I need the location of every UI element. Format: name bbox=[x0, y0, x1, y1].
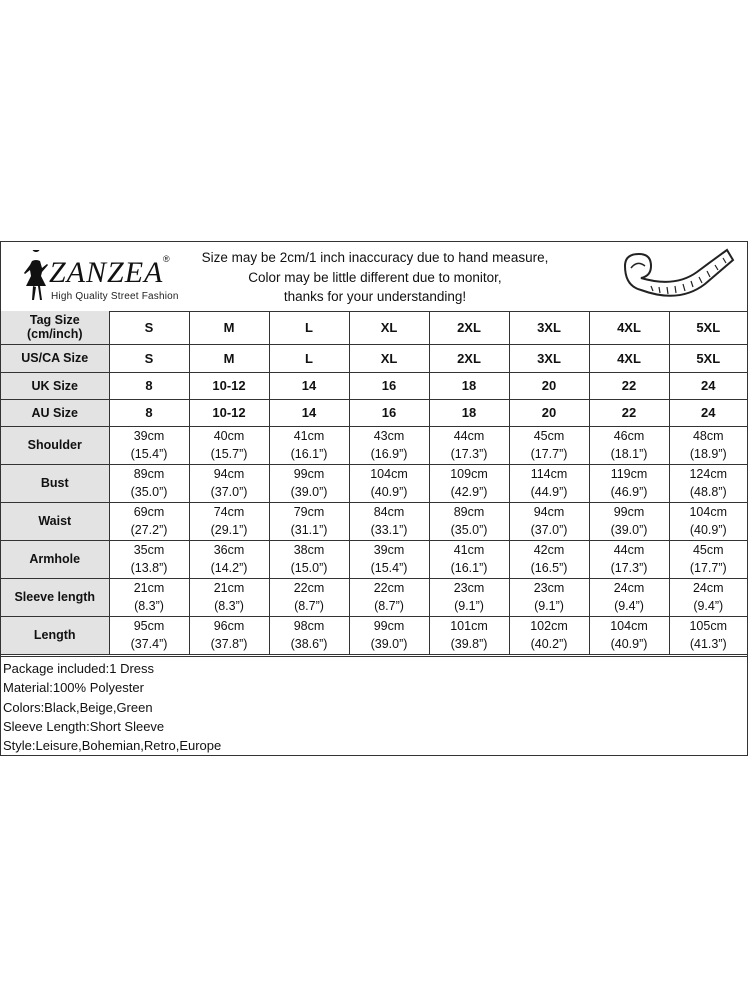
notice-line: thanks for your understanding! bbox=[283, 289, 467, 304]
cm-value: 42cm bbox=[533, 543, 565, 557]
measurement-cell bbox=[109, 464, 189, 502]
inch-value: (40.9”) bbox=[370, 485, 408, 499]
cm-value: 96cm bbox=[213, 619, 245, 633]
size-row bbox=[1, 344, 747, 372]
inch-value: (48.8”) bbox=[689, 485, 727, 499]
measurement-cell bbox=[269, 502, 349, 540]
measurement-cell bbox=[109, 616, 189, 654]
inch-value: (37.4”) bbox=[130, 637, 168, 651]
measurement-cell bbox=[189, 464, 269, 502]
measurement-row bbox=[1, 616, 747, 654]
cm-value: 22cm bbox=[293, 581, 325, 595]
size-cell: 16 bbox=[349, 372, 429, 399]
cm-value: 36cm bbox=[213, 543, 245, 557]
inch-value: (8.7”) bbox=[374, 599, 404, 613]
size-cell: XL bbox=[349, 311, 429, 344]
inch-value: (18.1”) bbox=[610, 447, 648, 461]
cm-value: 44cm bbox=[613, 543, 645, 557]
measurement-cell bbox=[349, 502, 429, 540]
cm-value: 23cm bbox=[533, 581, 565, 595]
inch-value: (16.1”) bbox=[290, 447, 328, 461]
cm-value: 46cm bbox=[613, 429, 645, 443]
measurement-cell bbox=[109, 540, 189, 578]
size-cell: 3XL bbox=[509, 311, 589, 344]
inch-value: (8.3”) bbox=[214, 599, 244, 613]
row-label: Bust bbox=[1, 464, 109, 502]
size-chart-sheet bbox=[0, 241, 748, 756]
size-chart-header bbox=[1, 242, 747, 312]
inch-value: (40.2”) bbox=[530, 637, 568, 651]
measurement-cell bbox=[189, 540, 269, 578]
inch-value: (15.0”) bbox=[290, 561, 328, 575]
inch-value: (14.2”) bbox=[210, 561, 248, 575]
size-cell: 3XL bbox=[509, 344, 589, 372]
inch-value: (13.8”) bbox=[130, 561, 168, 575]
cm-value: 99cm bbox=[293, 467, 325, 481]
inch-value: (39.0”) bbox=[290, 485, 328, 499]
cm-value: 39cm bbox=[133, 429, 165, 443]
inch-value: (15.4”) bbox=[130, 447, 168, 461]
cm-value: 102cm bbox=[530, 619, 568, 633]
inch-value: (41.3”) bbox=[689, 637, 727, 651]
row-label: Armhole bbox=[1, 540, 109, 578]
inch-value: (9.4”) bbox=[693, 599, 724, 613]
cm-value: 109cm bbox=[450, 467, 488, 481]
size-row bbox=[1, 399, 747, 426]
measurement-cell bbox=[429, 616, 509, 654]
size-cell: 2XL bbox=[429, 311, 509, 344]
measurement-cell bbox=[109, 578, 189, 616]
inch-value: (8.3”) bbox=[134, 599, 164, 613]
measurement-cell bbox=[669, 502, 747, 540]
measurement-cell bbox=[349, 540, 429, 578]
measurement-cell bbox=[509, 464, 589, 502]
size-cell: 18 bbox=[429, 372, 509, 399]
measurement-row bbox=[1, 578, 747, 616]
measurement-cell bbox=[589, 502, 669, 540]
row-label: Shoulder bbox=[1, 426, 109, 464]
size-cell: 14 bbox=[269, 372, 349, 399]
size-cell: S bbox=[109, 311, 189, 344]
measurement-cell bbox=[589, 578, 669, 616]
cm-value: 99cm bbox=[373, 619, 405, 633]
registered-mark: ® bbox=[163, 254, 170, 264]
cm-value: 21cm bbox=[213, 581, 245, 595]
measurement-cell bbox=[189, 502, 269, 540]
size-cell: M bbox=[189, 344, 269, 372]
info-colors: Colors:Black,Beige,Green bbox=[3, 699, 153, 715]
size-cell: 16 bbox=[349, 399, 429, 426]
cm-value: 104cm bbox=[689, 505, 728, 519]
size-cell: XL bbox=[349, 344, 429, 372]
notice-line: Size may be 2cm/1 inch inaccuracy due to hand measure, bbox=[201, 250, 549, 265]
measurement-cell bbox=[669, 540, 747, 578]
size-cell: 8 bbox=[109, 372, 189, 399]
measurement-cell bbox=[669, 464, 747, 502]
cm-value: 24cm bbox=[692, 581, 724, 595]
inch-value: (37.8”) bbox=[210, 637, 248, 651]
measurement-cell bbox=[109, 502, 189, 540]
row-label: Sleeve length bbox=[1, 578, 109, 616]
row-label: Waist bbox=[1, 502, 109, 540]
size-cell: L bbox=[269, 311, 349, 344]
inch-value: (37.0”) bbox=[530, 523, 568, 537]
size-cell: 4XL bbox=[589, 344, 669, 372]
inch-value: (31.1”) bbox=[290, 523, 328, 537]
measurement-cell bbox=[349, 578, 429, 616]
measurement-cell bbox=[509, 616, 589, 654]
row-label: US/CA Size bbox=[1, 344, 109, 372]
measurement-cell bbox=[269, 616, 349, 654]
cm-value: 44cm bbox=[453, 429, 485, 443]
cm-value: 39cm bbox=[373, 543, 405, 557]
size-table-body bbox=[1, 311, 747, 654]
info-sleeve-length: Sleeve Length:Short Sleeve bbox=[3, 718, 165, 734]
size-row bbox=[1, 311, 747, 344]
measurement-row bbox=[1, 464, 747, 502]
cm-value: 89cm bbox=[453, 505, 485, 519]
row-label: UK Size bbox=[1, 372, 109, 399]
fashion-model-silhouette-icon bbox=[23, 250, 49, 302]
size-table bbox=[1, 311, 747, 655]
brand-name: ZANZEA bbox=[49, 256, 164, 289]
measurement-cell bbox=[509, 502, 589, 540]
measurement-cell bbox=[589, 426, 669, 464]
size-cell: 24 bbox=[669, 399, 747, 426]
cm-value: 79cm bbox=[293, 505, 325, 519]
cm-value: 84cm bbox=[373, 505, 405, 519]
measurement-cell bbox=[509, 426, 589, 464]
measurement-cell bbox=[669, 578, 747, 616]
size-cell: 4XL bbox=[589, 311, 669, 344]
measurement-cell bbox=[189, 578, 269, 616]
row-label: Length bbox=[1, 616, 109, 654]
inch-value: (33.1”) bbox=[370, 523, 408, 537]
size-cell: 5XL bbox=[669, 344, 747, 372]
inch-value: (46.9”) bbox=[610, 485, 648, 499]
inch-value: (39.8”) bbox=[450, 637, 488, 651]
measurement-cell bbox=[669, 426, 747, 464]
cm-value: 98cm bbox=[293, 619, 325, 633]
measurement-cell bbox=[269, 464, 349, 502]
cm-value: 35cm bbox=[133, 543, 165, 557]
measurement-cell bbox=[589, 540, 669, 578]
inch-value: (18.9”) bbox=[689, 447, 727, 461]
measurement-cell bbox=[269, 426, 349, 464]
cm-value: 94cm bbox=[533, 505, 565, 519]
cm-value: 114cm bbox=[530, 467, 568, 481]
inch-value: (17.7”) bbox=[689, 561, 727, 575]
measuring-tape-icon bbox=[615, 246, 735, 306]
measurement-cell bbox=[189, 616, 269, 654]
size-cell: L bbox=[269, 344, 349, 372]
measurement-cell bbox=[509, 578, 589, 616]
measurement-row bbox=[1, 502, 747, 540]
inch-value: (9.1”) bbox=[534, 599, 564, 613]
cm-value: 104cm bbox=[610, 619, 648, 633]
measurement-cell bbox=[509, 540, 589, 578]
row-label: Tag Size (cm/inch) bbox=[1, 311, 109, 344]
cm-value: 74cm bbox=[213, 505, 245, 519]
inch-value: (40.9”) bbox=[689, 523, 727, 537]
inch-value: (8.7”) bbox=[294, 599, 324, 613]
notice-line: Color may be little different due to monitor, bbox=[248, 269, 502, 285]
inch-value: (29.1”) bbox=[210, 523, 248, 537]
measurement-cell bbox=[269, 578, 349, 616]
measurement-cell bbox=[589, 616, 669, 654]
size-cell: 10-12 bbox=[189, 372, 269, 399]
inch-value: (38.6”) bbox=[290, 637, 328, 651]
inch-value: (9.1”) bbox=[454, 599, 484, 613]
size-cell: 20 bbox=[509, 372, 589, 399]
info-material: Material:100% Polyester bbox=[3, 680, 144, 696]
brand-tagline: High Quality Street Fashion bbox=[51, 291, 179, 302]
cm-value: 38cm bbox=[293, 543, 325, 557]
row-label: AU Size bbox=[1, 399, 109, 426]
measurement-cell bbox=[429, 578, 509, 616]
cm-value: 95cm bbox=[133, 619, 165, 633]
measurement-cell bbox=[589, 464, 669, 502]
measurement-cell bbox=[429, 502, 509, 540]
inch-value: (15.4”) bbox=[370, 561, 408, 575]
measurement-row bbox=[1, 426, 747, 464]
info-package: Package included:1 Dress bbox=[3, 661, 155, 676]
size-row bbox=[1, 372, 747, 399]
inch-value: (15.7”) bbox=[210, 447, 248, 461]
size-cell: 2XL bbox=[429, 344, 509, 372]
measurement-notice bbox=[197, 248, 553, 307]
cm-value: 43cm bbox=[373, 429, 405, 443]
cm-value: 41cm bbox=[293, 429, 325, 443]
size-cell: 5XL bbox=[669, 311, 747, 344]
brand-logo bbox=[23, 250, 193, 305]
inch-value: (35.0”) bbox=[130, 485, 168, 499]
cm-value: 48cm bbox=[692, 429, 724, 443]
measurement-cell bbox=[269, 540, 349, 578]
inch-value: (39.0”) bbox=[370, 637, 408, 651]
measurement-row bbox=[1, 540, 747, 578]
cm-value: 45cm bbox=[692, 543, 724, 557]
inch-value: (16.9”) bbox=[370, 447, 408, 461]
inch-value: (17.3”) bbox=[610, 561, 648, 575]
size-cell: 22 bbox=[589, 372, 669, 399]
measurement-cell bbox=[349, 616, 429, 654]
cm-value: 45cm bbox=[533, 429, 565, 443]
size-cell: 20 bbox=[509, 399, 589, 426]
size-cell: 14 bbox=[269, 399, 349, 426]
inch-value: (16.1”) bbox=[450, 561, 488, 575]
size-cell: 18 bbox=[429, 399, 509, 426]
cm-value: 22cm bbox=[373, 581, 405, 595]
cm-value: 69cm bbox=[133, 505, 165, 519]
size-cell: 8 bbox=[109, 399, 189, 426]
measurement-cell bbox=[429, 426, 509, 464]
inch-value: (9.4”) bbox=[614, 599, 644, 613]
cm-value: 124cm bbox=[689, 467, 728, 481]
inch-value: (17.3”) bbox=[450, 447, 488, 461]
inch-value: (37.0”) bbox=[210, 485, 248, 499]
size-cell: 24 bbox=[669, 372, 747, 399]
info-style: Style:Leisure,Bohemian,Retro,Europe bbox=[3, 738, 222, 754]
inch-value: (44.9”) bbox=[530, 485, 568, 499]
cm-value: 105cm bbox=[689, 619, 728, 633]
measurement-cell bbox=[429, 464, 509, 502]
measurement-cell bbox=[349, 426, 429, 464]
cm-value: 101cm bbox=[450, 619, 488, 633]
size-cell: S bbox=[109, 344, 189, 372]
inch-value: (27.2”) bbox=[130, 523, 168, 537]
measurement-cell bbox=[349, 464, 429, 502]
inch-value: (16.5”) bbox=[530, 561, 568, 575]
cm-value: 23cm bbox=[453, 581, 485, 595]
cm-value: 89cm bbox=[133, 467, 165, 481]
product-info bbox=[1, 656, 747, 755]
measurement-cell bbox=[189, 426, 269, 464]
size-cell: 10-12 bbox=[189, 399, 269, 426]
cm-value: 94cm bbox=[213, 467, 245, 481]
inch-value: (35.0”) bbox=[450, 523, 488, 537]
inch-value: (42.9”) bbox=[450, 485, 488, 499]
inch-value: (40.9”) bbox=[610, 637, 648, 651]
cm-value: 40cm bbox=[213, 429, 245, 443]
cm-value: 24cm bbox=[613, 581, 645, 595]
inch-value: (17.7”) bbox=[530, 447, 568, 461]
cm-value: 21cm bbox=[133, 581, 165, 595]
cm-value: 41cm bbox=[453, 543, 485, 557]
cm-value: 104cm bbox=[370, 467, 408, 481]
measurement-cell bbox=[109, 426, 189, 464]
size-cell: M bbox=[189, 311, 269, 344]
cm-value: 119cm bbox=[610, 467, 648, 481]
size-cell: 22 bbox=[589, 399, 669, 426]
inch-value: (39.0”) bbox=[610, 523, 648, 537]
measurement-cell bbox=[429, 540, 509, 578]
cm-value: 99cm bbox=[613, 505, 645, 519]
measurement-cell bbox=[669, 616, 747, 654]
